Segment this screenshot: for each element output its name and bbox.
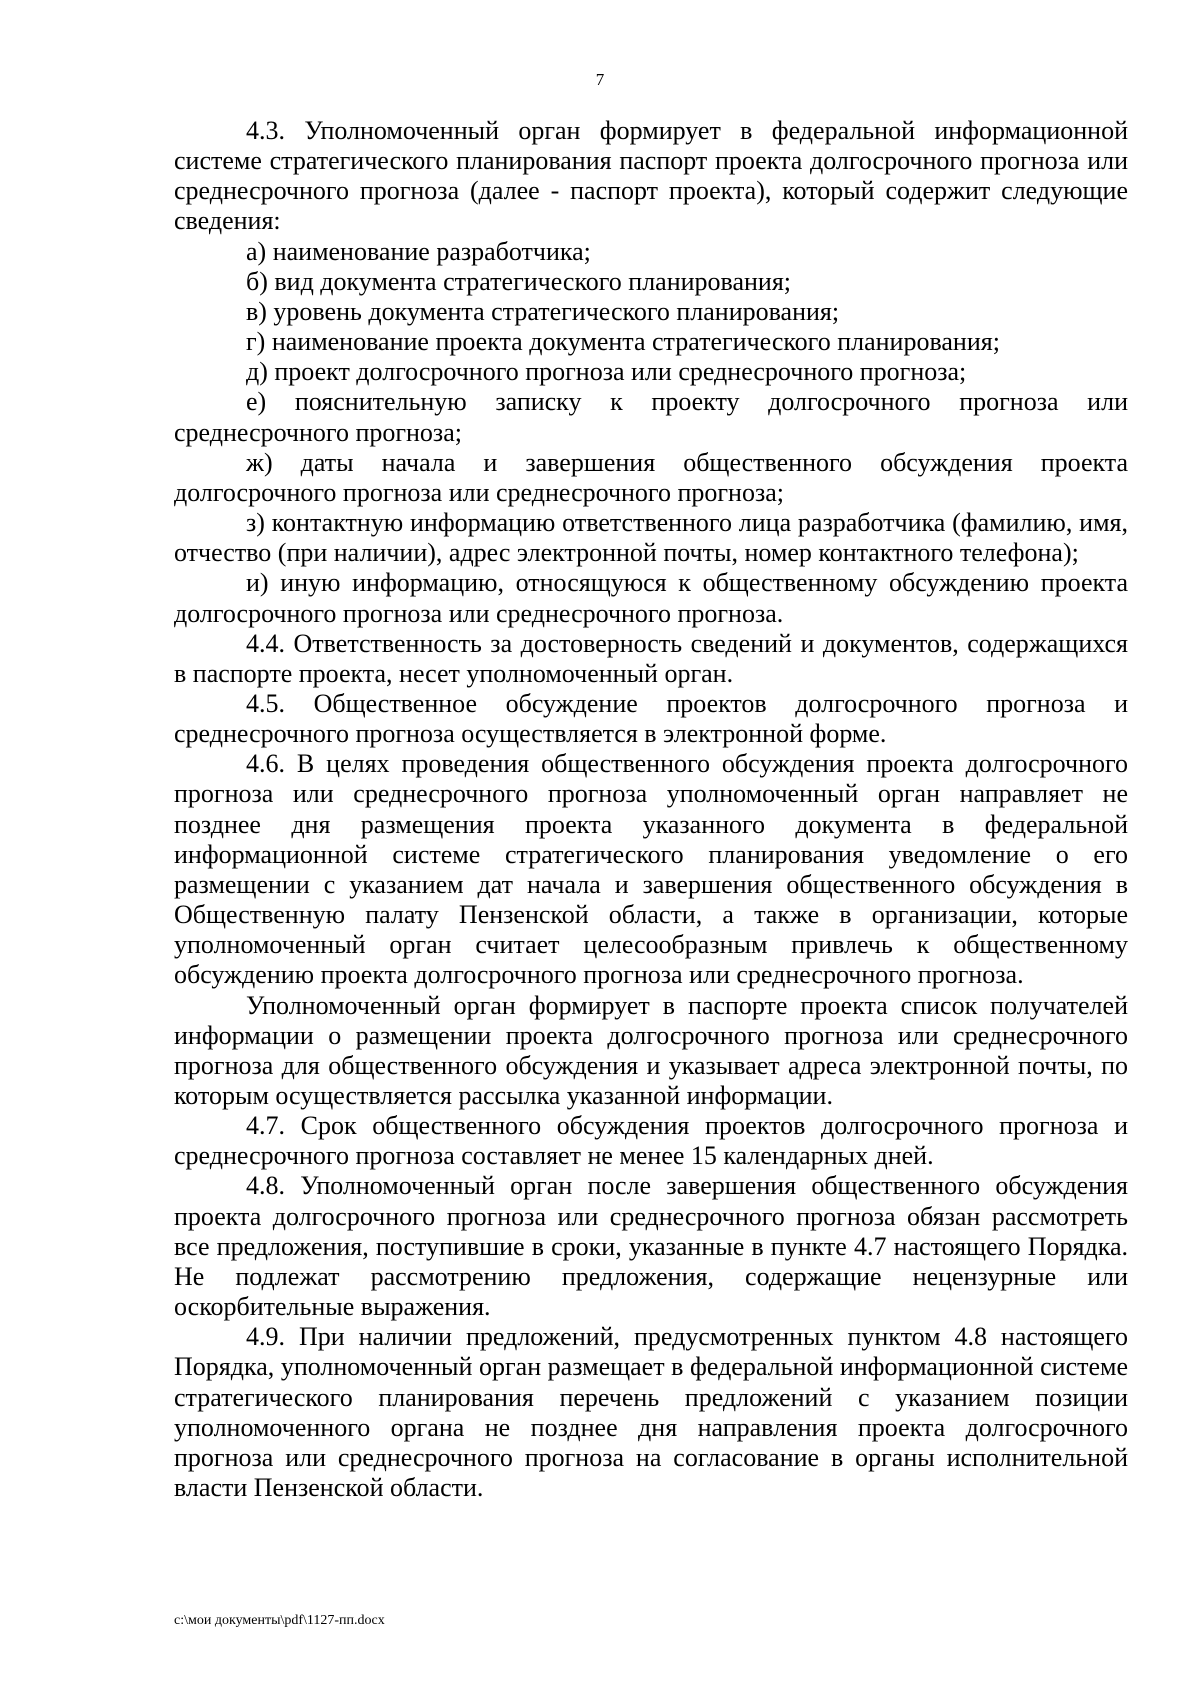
list-item-a: а) наименование разработчика; (246, 236, 591, 266)
list-item-b: б) вид документа стратегического планирования; (246, 266, 792, 296)
footer-file-path: c:\мои документы\pdf\1127-пп.docx (174, 1613, 385, 1628)
list-item-zh: ж) даты начала и завершения общественного обсуждения проекта долгосрочного прогноза или среднесрочного прогноза; (174, 447, 1128, 507)
paragraph-4-3: 4.3. Уполномоченный орган формирует в федеральной информационной системе стратегического планирования паспорт проекта долгосрочного прогноза или среднесрочного прогноза (далее - паспорт проекта), который содержит следующие сведения: (174, 116, 1128, 236)
paragraph-4-6: 4.6. В целях проведения общественного обсуждения проекта долгосрочного прогноза или среднесрочного прогноза уполномоченный орган направляет не позднее дня размещения проекта указанного документа в федеральной информационной системе стратегического планирования уведомление о его размещении с указанием дат начала и завершения общественного обсуждения в Общественную палату Пензенской области, а также в организации, которые уполномоченный орган считает целесообразным привлечь к общественному обсуждению проекта долгосрочного прогноза или среднесрочного прогноза. (174, 749, 1128, 990)
list-item-d: д) проект долгосрочного прогноза или среднесрочного прогноза; (246, 357, 967, 387)
paragraph-4-5: 4.5. Общественное обсуждение проектов долгосрочного прогноза и среднесрочного прогноза осуществляется в электронной форме. (174, 688, 1128, 749)
list-item-z: з) контактную информацию ответственного лица разработчика (фамилию, имя, отчество (при наличии), адрес электронной почты, номер контактного телефона); (174, 508, 1128, 568)
list-item-g: г) наименование проекта документа стратегического планирования; (246, 327, 1000, 357)
paragraph-4-9: 4.9. При наличии предложений, предусмотренных пунктом 4.8 настоящего Порядка, уполномоченный орган размещает в федеральной информационной системе стратегического планирования перечень предложений с указанием позиции уполномоченного органа не позднее дня направления проекта долгосрочного прогноза или среднесрочного прогноза на согласование в органы исполнительной власти Пензенской области. (174, 1322, 1128, 1503)
paragraph-4-6-continued: Уполномоченный орган формирует в паспорте проекта список получателей информации о размещении проекта долгосрочного прогноза или среднесрочного прогноза для общественного обсуждения и указывает адреса электронной почты, по которым осуществляется рассылка указанной информации. (174, 990, 1128, 1110)
list-item-v: в) уровень документа стратегического планирования; (246, 296, 840, 326)
list-item-i: и) иную информацию, относящуюся к общественному обсуждению проекта долгосрочного прогноза или среднесрочного прогноза. (174, 568, 1128, 628)
paragraph-4-8: 4.8. Уполномоченный орган после завершения общественного обсуждения проекта долгосрочного прогноза или среднесрочного прогноза обязан рассмотреть все предложения, поступившие в сроки, указанные в пункте 4.7 настоящего Порядка. Не подлежат рассмотрению предложения, содержащие нецензурные или оскорбительные выражения. (174, 1171, 1128, 1322)
page-number: 7 (595, 70, 605, 89)
list-item-e: е) пояснительную записку к проекту долгосрочного прогноза или среднесрочного прогноза; (174, 387, 1128, 447)
paragraph-4-7: 4.7. Срок общественного обсуждения проектов долгосрочного прогноза и среднесрочного прогноза составляет не менее 15 календарных дней. (174, 1111, 1128, 1171)
paragraph-4-4: 4.4. Ответственность за достоверность сведений и документов, содержащихся в паспорте проекта, несет уполномоченный орган. (174, 628, 1128, 688)
document-body (174, 116, 1128, 1503)
